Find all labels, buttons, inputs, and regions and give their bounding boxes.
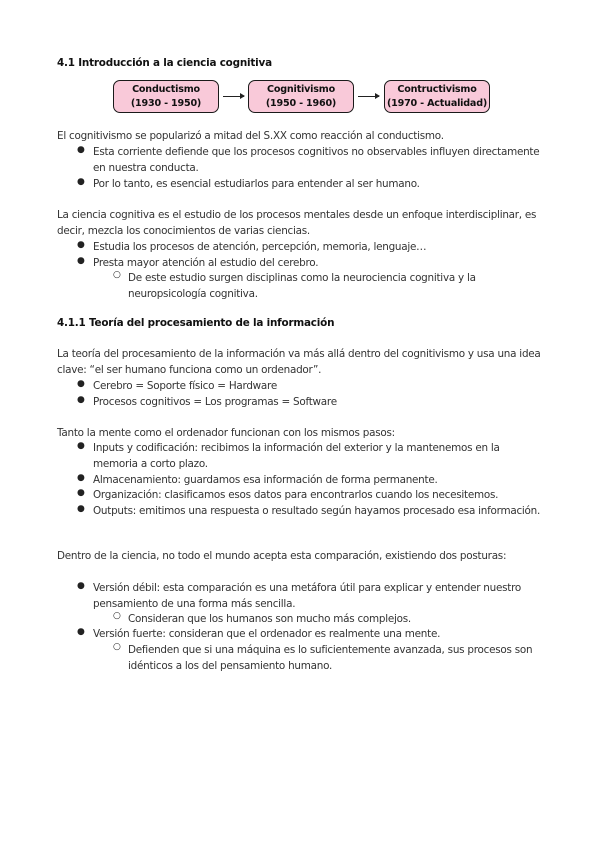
paragraph: La ciencia cognitiva es el estudio de los procesos mentales desde un enfoque interdisciplinar, es decir, mezcla los conocimientos de varias ciencias.: [57, 209, 537, 237]
bullet-icon: ●: [77, 473, 85, 483]
flow-arrow: [358, 96, 379, 97]
bullet-icon: ●: [77, 395, 85, 405]
list-item: Versión fuerte: consideran que el ordenador es realmente una mente.: [93, 628, 441, 640]
list-item: Inputs y codificación: recibimos la información del exterior y la mantenemos en la memoria a corto plazo.: [93, 442, 500, 470]
flow-box-name: Conductismo: [132, 84, 200, 95]
sub-bullet-icon: ○: [113, 642, 121, 652]
list-item: Estudia los procesos de atención, percepción, memoria, lenguaje…: [93, 241, 427, 253]
bullet-icon: ●: [77, 504, 85, 514]
flow-box-name: Cognitivismo: [267, 84, 335, 95]
flow-arrow: [223, 96, 244, 97]
bullet-icon: ●: [77, 177, 85, 187]
sub-bullet-icon: ○: [113, 270, 121, 280]
flow-box-name: Contructivismo: [397, 84, 477, 95]
list-item: Outputs: emitimos una respuesta o resultado según hayamos procesado esa información.: [93, 505, 541, 517]
paragraph: Tanto la mente como el ordenador funcionan con los mismos pasos:: [57, 427, 395, 439]
list-item: Versión débil: esta comparación es una metáfora útil para explicar y entender nuestro pensamiento de una forma más sencilla.: [93, 582, 521, 610]
list-item: Presta mayor atención al estudio del cerebro.: [93, 257, 319, 269]
sub-bullet-icon: ○: [113, 611, 121, 621]
flow-box-cognitivismo: [248, 80, 354, 113]
bullet-icon: ●: [77, 488, 85, 498]
list-item: Esta corriente defiende que los procesos cognitivos no observables influyen directamente en nuestra conducta.: [93, 146, 540, 174]
paragraph: Dentro de la ciencia, no todo el mundo acepta esta comparación, existiendo dos posturas:: [57, 550, 507, 562]
list-item: Almacenamiento: guardamos esa información de forma permanente.: [93, 474, 438, 486]
paragraph: La teoría del procesamiento de la información va más allá dentro del cognitivismo y usa una idea clave: “el ser humano funciona como un ordenador”.: [57, 348, 541, 376]
list-item: Por lo tanto, es esencial estudiarlos para entender al ser humano.: [93, 178, 420, 190]
bullet-icon: ●: [77, 581, 85, 591]
bullet-icon: ●: [77, 256, 85, 266]
flow-box-period: (1930 - 1950): [130, 98, 202, 109]
sub-list-item: Defienden que si una máquina es lo suficientemente avanzada, sus procesos son idénticos a los del pensamiento humano.: [128, 644, 533, 672]
flow-box-contructivismo: [384, 80, 490, 113]
sub-list-item: De este estudio surgen disciplinas como la neurociencia cognitiva y la neuropsicología cognitiva.: [128, 272, 476, 300]
list-item: Cerebro = Soporte físico = Hardware: [93, 380, 277, 392]
sub-list-item: Consideran que los humanos son mucho más complejos.: [128, 613, 411, 625]
bullet-icon: ●: [77, 441, 85, 451]
bullet-icon: ●: [77, 145, 85, 155]
bullet-icon: ●: [77, 627, 85, 637]
list-item: Organización: clasificamos esos datos para encontrarlos cuando los necesitemos.: [93, 489, 499, 501]
bullet-icon: ●: [77, 240, 85, 250]
list-item: Procesos cognitivos = Los programas = Software: [93, 396, 337, 408]
flow-box-conductismo: [113, 80, 219, 113]
section-title: 4.1.1 Teoría del procesamiento de la información: [57, 317, 335, 329]
paragraph: El cognitivismo se popularizó a mitad del S.XX como reacción al conductismo.: [57, 130, 444, 142]
flow-box-period: (1950 - 1960): [265, 98, 337, 109]
flow-box-period: (1970 - Actualidad): [386, 98, 488, 109]
bullet-icon: ●: [77, 379, 85, 389]
section-title: 4.1 Introducción a la ciencia cognitiva: [57, 57, 272, 69]
